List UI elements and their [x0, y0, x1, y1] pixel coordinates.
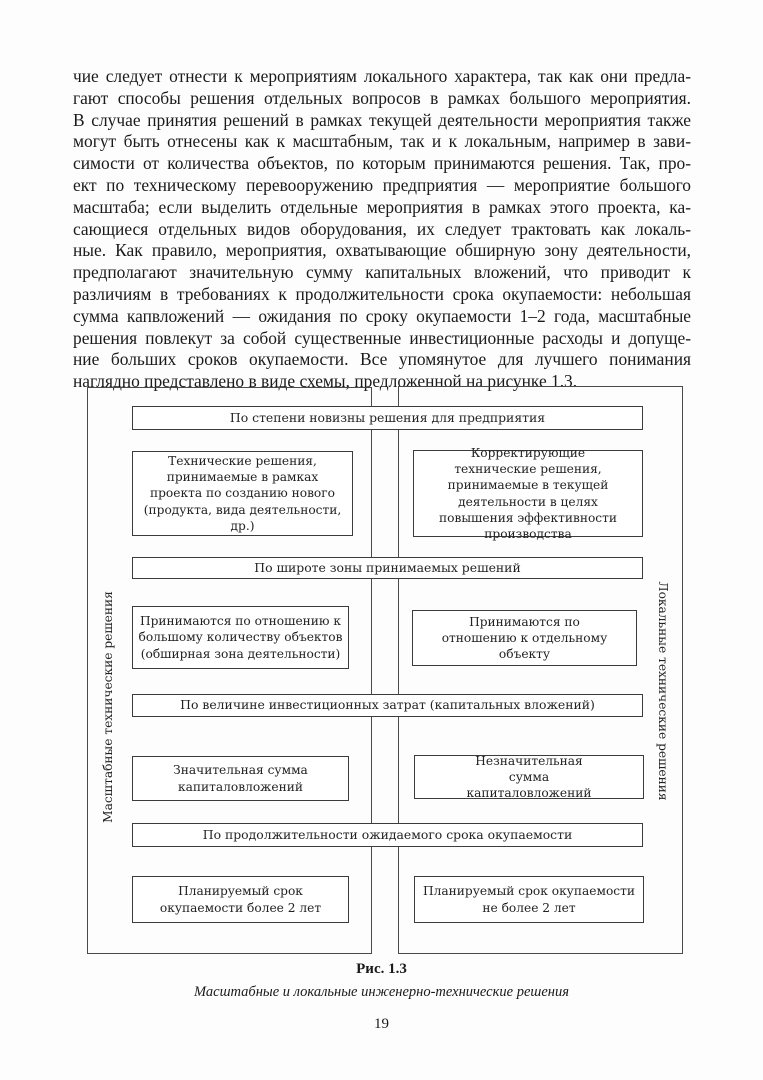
left-box-investment: Значительная сумма капиталовложений — [132, 756, 349, 801]
left-side-label: Масштабные технические решения — [101, 591, 115, 823]
text-line: симости от количества объектов, по которым принимаются решения. Так, про- — [73, 153, 691, 174]
left-box-zone-width: Принимаются по отношению к большому количеству объектов (обширная зона деятельности) — [132, 606, 349, 669]
text-line: решения повлекут за собой существенные инвестиционные расходы и допуще- — [73, 327, 691, 348]
text-line: ные. Как правило, мероприятия, охватывающие обширную зону деятельности, — [73, 240, 691, 261]
left-box-payback: Планируемый срок окупаемости более 2 лет — [132, 876, 349, 923]
page-number: 19 — [374, 1016, 389, 1032]
text-line: В случае принятия решений в рамках текущей деятельности мероприятия также — [73, 109, 691, 130]
text-line: предполагают значительную сумму капитальных вложений, что приводит к — [73, 262, 691, 283]
text-line: наглядно представлено в виде схемы, предложенной на рисунке 1.3. — [73, 371, 578, 392]
criterion-header-novelty: По степени новизны решения для предприятия — [132, 406, 643, 430]
right-box-investment: Незначительная сумма капиталовложений — [414, 755, 644, 799]
criterion-header-payback: По продолжительности ожидаемого срока окупаемости — [132, 823, 643, 847]
criterion-header-zone-width: По широте зоны принимаемых решений — [132, 557, 643, 579]
text-line: масштаба; если выделить отдельные мероприятия в рамках этого проекта, ка- — [73, 196, 691, 217]
text-line: гают способы решения отдельных вопросов в рамках большого мероприятия. — [73, 87, 691, 108]
text-line: сумма капвложений — ожидания по сроку окупаемости 1–2 года, масштабные — [73, 305, 691, 326]
right-side-label: Локальные технические решения — [656, 581, 670, 801]
text-line: различиям в требованиях к продолжительности срока окупаемости: небольшая — [73, 283, 691, 304]
text-line: могут быть отнесены как к масштабным, так и к локальным, например в зави- — [73, 131, 691, 152]
text-line: сающиеся отдельных видов оборудования, их следует трактовать как локаль- — [73, 218, 691, 239]
text-line: чие следует отнести к мероприятиям локального характера, так как они предла- — [73, 66, 691, 86]
body-paragraph — [73, 66, 691, 393]
right-box-novelty: Корректирующие технические решения, принимаемые в текущей деятельности в целях повышения эффективности производства — [413, 450, 643, 537]
right-box-payback: Планируемый срок окупаемости не более 2 лет — [414, 876, 644, 923]
right-box-zone-width: Принимаются по отношению к отдельному объекту — [412, 610, 637, 666]
left-box-novelty: Технические решения, принимаемые в рамках проекта по созданию нового (продукта, вида деятельности, др.) — [132, 451, 353, 536]
figure-caption-title: Рис. 1.3 — [356, 961, 407, 977]
criterion-header-investment: По величине инвестиционных затрат (капитальных вложений) — [132, 694, 643, 717]
text-line: ект по техническому перевооружению предприятия — мероприятие большого — [73, 174, 691, 195]
text-line: ние больших сроков окупаемости. Все упомянутое для лучшего понимания — [73, 349, 691, 370]
figure-caption-subtitle: Масштабные и локальные инженерно-технические решения — [194, 984, 569, 1000]
